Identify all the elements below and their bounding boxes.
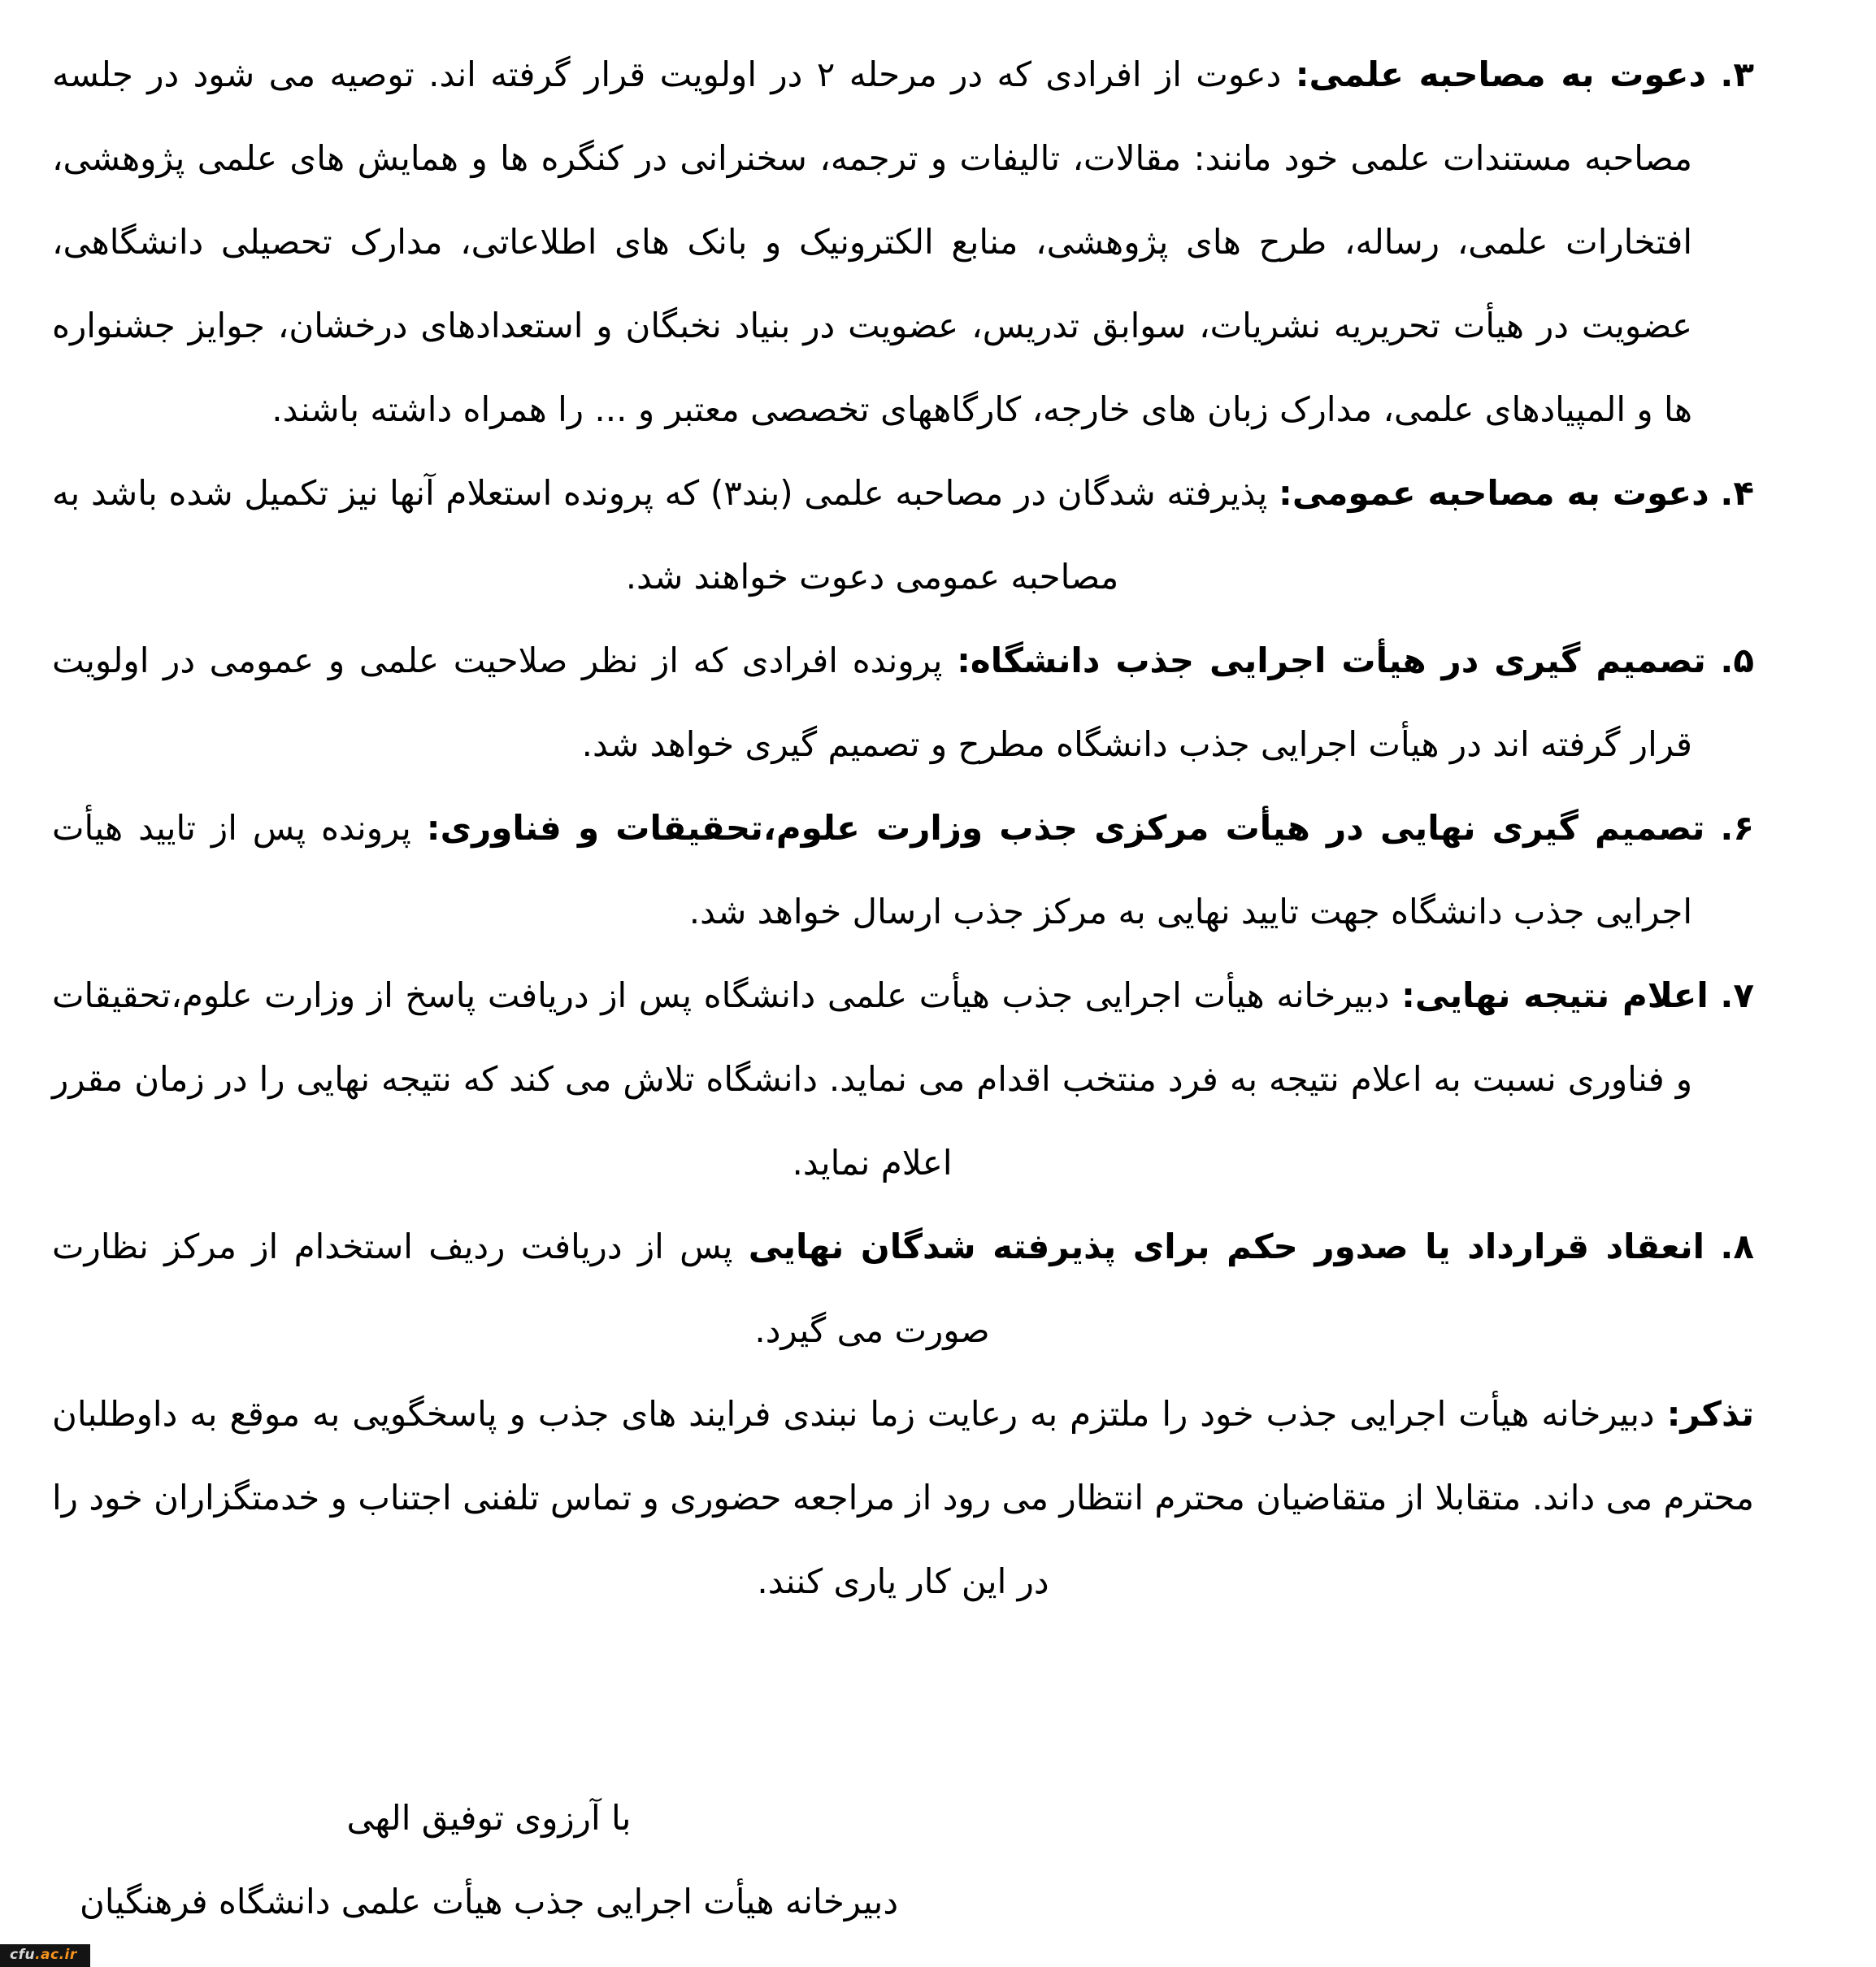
list-item-3 xyxy=(52,33,1754,451)
item-heading: اعلام نتیجه نهایی: xyxy=(1401,975,1709,1015)
item-heading: دعوت به مصاحبه علمی: xyxy=(1295,54,1706,94)
item-heading: انعقاد قرارداد یا صدور حکم برای پذیرفته شدگان نهایی xyxy=(748,1227,1705,1266)
list-item-4 xyxy=(52,451,1754,619)
site-watermark xyxy=(0,1944,90,1967)
item-body: دبیرخانه هیأت اجرایی جذب هیأت علمی دانشگاه پس از دریافت پاسخ از وزارت علوم،تحقیقات و فناوری نسبت به اعلام نتیجه به فرد منتخب اقدام می نماید. دانشگاه تلاش می کند که نتیجه نهایی را در زمان مقرر اعلام نماید. xyxy=(52,975,1692,1183)
list-item-8 xyxy=(52,1205,1754,1372)
item-number: ۷. xyxy=(1720,975,1754,1015)
note-paragraph xyxy=(52,1372,1754,1623)
note-heading: تذکر: xyxy=(1666,1394,1754,1434)
item-heading: تصمیم گیری نهایی در هیأت مرکزی جذب وزارت علوم،تحقیقات و فناوری: xyxy=(426,808,1705,848)
item-body: دعوت از افرادی که در مرحله ۲ در اولویت قرار گرفته اند. توصیه می شود در جلسه مصاحبه مستندات علمی خود مانند: مقالات، تالیفات و ترجمه، سخنرانی در کنگره ها و همایش های علمی پژوهشی، افتخارات علمی، رساله، طرح های پژوهشی، منابع الکترونیک و بانک های اطلاعاتی، مدارک تحصیلی دانشگاهی، عضویت در هیأت تحریریه نشریات، سوابق تدریس، عضویت در بنیاد نخبگان و استعدادهای درخشان، جوایز جشنواره ها و المپیادهای علمی، مدارک زبان های خارجه، کارگاههای تخصصی معتبر و ... را همراه داشته باشند. xyxy=(52,54,1692,429)
item-body: پذیرفته شدگان در مصاحبه علمی (بند۳) که پرونده استعلام آنها نیز تکمیل شده باشد به مصاحبه عمومی دعوت خواهند شد. xyxy=(52,473,1268,597)
watermark-prefix: cfu xyxy=(10,1947,36,1963)
item-number: ۸. xyxy=(1720,1227,1754,1266)
item-number: ۳. xyxy=(1720,54,1754,94)
item-body: پس از دریافت ردیف استخدام از مرکز نظارت صورت می گیرد. xyxy=(52,1227,990,1350)
watermark-suffix: .ac.ir xyxy=(35,1947,77,1963)
item-body: پرونده افرادی که از نظر صلاحیت علمی و عمومی در اولویت قرار گرفته اند در هیأت اجرایی جذب دانشگاه مطرح و تصمیم گیری خواهد شد. xyxy=(52,640,1692,764)
item-number: ۴. xyxy=(1720,473,1755,513)
list-item-7 xyxy=(52,953,1754,1205)
note-body: دبیرخانه هیأت اجرایی جذب خود را ملتزم به رعایت زما نبندی فرایند های جذب و پاسخگویی به موقع به داوطلبان محترم می داند. متقابلا از متقاضیان محترم انتظار می رود از مراجعه حضوری و تماس تلفنی اجتناب و خدمتگزاران خود را در این کار یاری کنند. xyxy=(52,1394,1754,1601)
list-item-6 xyxy=(52,786,1754,953)
signature-line-2: دبیرخانه هیأت اجرایی جذب هیأت علمی دانشگاه فرهنگیان xyxy=(79,1882,899,1921)
item-number: ۵. xyxy=(1720,640,1754,680)
item-number: ۶. xyxy=(1720,808,1755,848)
item-body: پرونده پس از تایید هیأت اجرایی جذب دانشگاه جهت تایید نهایی به مرکز جذب ارسال خواهد شد. xyxy=(52,808,1692,931)
list-item-5 xyxy=(52,619,1754,786)
signature-block xyxy=(52,1776,926,1943)
item-heading: دعوت به مصاحبه عمومی: xyxy=(1279,473,1709,513)
signature-line-1: با آرزوی توفیق الهی xyxy=(346,1798,632,1838)
item-heading: تصمیم گیری در هیأت اجرایی جذب دانشگاه: xyxy=(957,640,1706,680)
